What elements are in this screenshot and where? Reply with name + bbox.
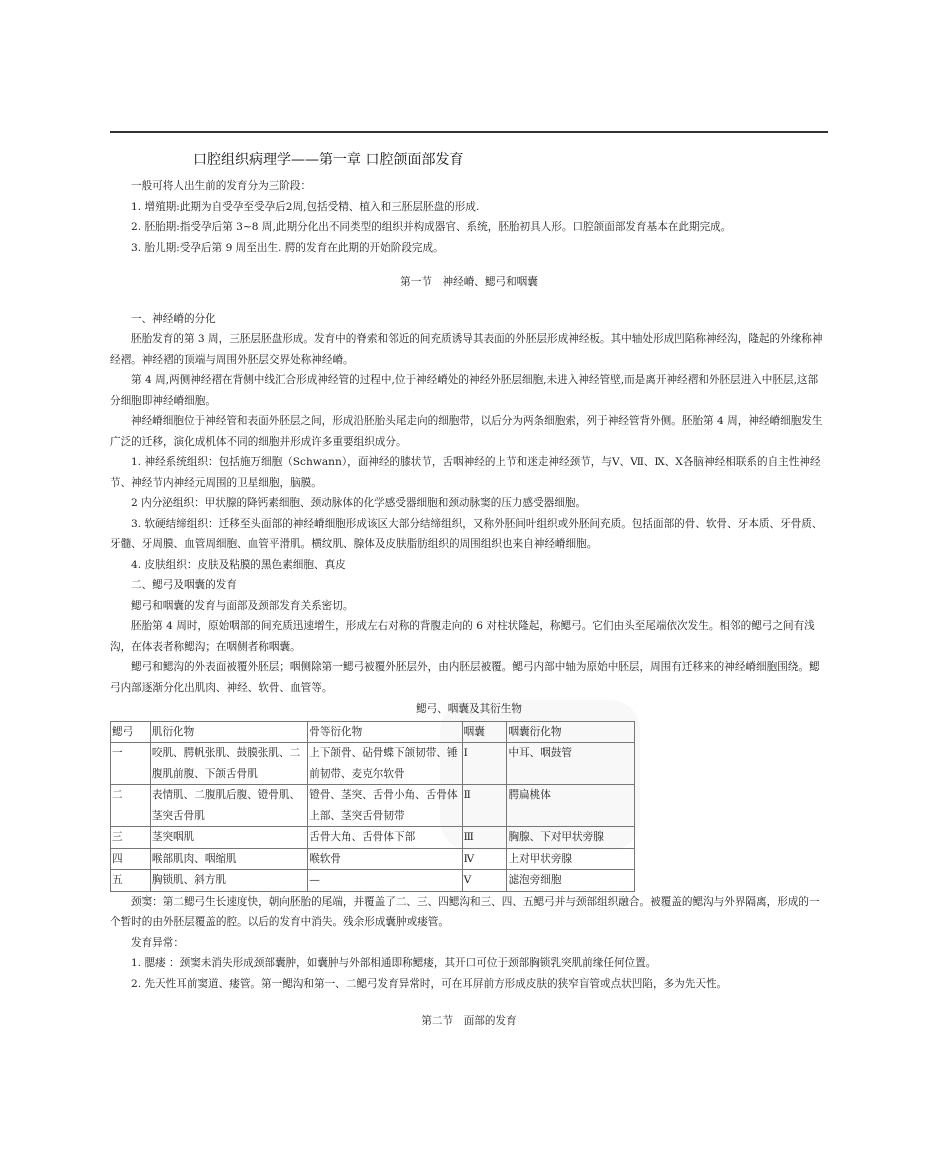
table-cell: 喉部肌肉、咽缩肌 (150, 848, 307, 870)
paragraph: 胚胎第 4 周时，原始咽部的间充质迅速增生，形成左右对称的背腹走向的 6 对柱状隆起，称鳃弓。它们由头至尾端依次发生。相邻的鳃弓之间有浅沟，在体表者称鳃沟；在咽侧者称咽囊。 (110, 620, 815, 653)
table-header-cell: 咽囊衍化物 (507, 721, 635, 743)
table-cell: 上下颌骨、砧骨蝶下颌韧带、锤前韧带、麦克尔软骨 (308, 743, 462, 785)
table-row (111, 743, 635, 785)
table-cell: — (308, 870, 462, 892)
table-cell: 胸腺、下对甲状旁腺 (507, 827, 635, 849)
paragraph: 3. 软硬结缔组织：迁移至头面部的神经嵴细胞形成该区大部分结缔组织，又称外胚间叶组织或外胚间充质。包括面部的骨、软骨、牙本质、牙骨质、牙髓、牙周膜、血管周细胞、血管平滑肌。横纹肌、腺体及皮肤脂肪组织的周围组织也来自神经嵴细胞。 (110, 517, 823, 550)
table-cell: 中耳、咽鼓管 (507, 743, 635, 785)
table-cell: 喉软骨 (308, 848, 462, 870)
section-heading-2: 第二节 面部的发育 (421, 1015, 517, 1027)
paragraph: 胚胎发育的第 3 周，三胚层胚盘形成。发育中的脊索和邻近的间充质诱导其表面的外胚层形成神经板。其中轴处形成凹陷称神经沟，隆起的外缘称神经褶。神经褶的顶端与周围外胚层交界处称神经嵴。 (110, 333, 823, 366)
table-cell: Ⅲ (462, 827, 507, 849)
table-cell: 三 (111, 827, 151, 849)
paragraph: 1. 腮瘘 ：颈窦未消失形成颈部囊肿，如囊肿与外部相通即称鳃瘘，其开口可位于颈部胸锁乳突肌前缘任何位置。 (131, 957, 657, 969)
table-cell: 茎突咽肌 (150, 827, 307, 849)
intro-line: 2. 胚胎期:指受孕后第 3~8 周,此期分化出不同类型的组织并构成器官、系统，胚胎初具人形。口腔颌面部发育基本在此期完成。 (131, 221, 732, 233)
subheading: 一、神经嵴的分化 (131, 312, 216, 325)
paragraph: 4. 皮肤组织：皮肤及粘膜的黑色素细胞、真皮 (131, 558, 346, 571)
paragraph: 鳃弓和鳃沟的外表面被覆外胚层；咽侧除第一鳃弓被覆外胚层外，由内胚层被覆。鳃弓内部中轴为原始中胚层，周围有迁移来的神经嵴细胞围绕。鳃弓内部逐渐分化出肌肉、神经、软骨、血管等。 (110, 661, 820, 694)
table-header-cell: 咽囊 (462, 721, 507, 743)
subheading: 二、鳃弓及咽囊的发育 (131, 579, 237, 591)
paragraph: 2 内分泌组织：甲状腺的降钙素细胞、颈动脉体的化学感受器细胞和颈动脉窦的压力感受器细胞。 (131, 497, 587, 509)
table-cell: Ⅱ (462, 785, 507, 827)
table-row (111, 870, 635, 892)
paragraph: 鳃弓和咽囊的发育与面部及颈部发育关系密切。 (131, 599, 354, 612)
paragraph: 2. 先天性耳前窦道、瘘管。第一鳃沟和第一、二鳃弓发育异常时，可在耳屏前方形成皮肤的狭窄盲管或点状凹陷，多为先天性。 (131, 977, 728, 990)
table-cell: 胸锁肌、斜方肌 (150, 870, 307, 892)
table-cell: 滤泡旁细胞 (507, 870, 635, 892)
table-cell: 舌骨大角、舌骨体下部 (308, 827, 462, 849)
table-header-cell: 骨等衍化物 (308, 721, 462, 743)
page-title: 口腔组织病理学——第一章 口腔颌面部发育 (193, 152, 464, 168)
table-row (111, 827, 635, 849)
table-cell: 表情肌、二腹肌后腹、镫骨肌、茎突舌骨肌 (150, 785, 307, 827)
table-cell: 五 (111, 870, 151, 892)
table-caption: 鳃弓、咽囊及其衍生物 (416, 703, 522, 715)
table-row (111, 785, 635, 827)
table-cell: 镫骨、茎突、舌骨小角、舌骨体上部、茎突舌骨韧带 (308, 785, 462, 827)
arch-derivatives-table (110, 721, 635, 892)
table-cell: 咬肌、腭帆张肌、鼓膜张肌、二腹肌前腹、下颌舌骨肌 (150, 743, 307, 785)
table-row (111, 848, 635, 870)
intro-line: 一般可将人出生前的发育分为三阶段： (131, 180, 312, 192)
table-cell: Ⅴ (462, 870, 507, 892)
table-cell: 腭扁桃体 (507, 785, 635, 827)
table-header-row (111, 721, 635, 743)
subheading: 发育异常： (131, 936, 184, 949)
paragraph: 神经嵴细胞位于神经管和表面外胚层之间，形成沿胚胎头尾走向的细胞带，以后分为两条细胞索，列于神经管背外侧。胚胎第 4 周，神经嵴细胞发生广泛的迁移，演化成机体不同的细胞并形成许多重要组织成分。 (110, 415, 823, 448)
paragraph: 1. 神经系统组织：包括施万细胞（Schwann），面神经的膝状节，舌咽神经的上节和迷走神经颈节，与Ⅴ、Ⅶ、Ⅸ、Ⅹ各脑神经相联系的自主性神经节、神经节内神经元周围的卫星细胞，脑膜。 (110, 456, 821, 489)
paragraph: 颈窦：第二鳃弓生长速度快，朝向胚胎的尾端，并覆盖了二、三、四鳃沟和三、四、五鳃弓并与颈部组织融合。被覆盖的鳃沟与外界隔离，形成的一个暂时的由外胚层覆盖的腔。以后的发育中消失。残余形成囊肿或瘘管。 (110, 895, 820, 928)
table-cell: 上对甲状旁腺 (507, 848, 635, 870)
paragraph: 第 4 周,两侧神经褶在背侧中线汇合形成神经管的过程中,位于神经嵴处的神经外胚层细胞,未进入神经管壁,而是离开神经褶和外胚层进入中胚层,这部分细胞即神经嵴细胞。 (110, 374, 819, 407)
document-body (110, 150, 828, 1032)
table-cell: 四 (111, 848, 151, 870)
header-rule (110, 131, 828, 133)
intro-line: 1. 增殖期:此期为自受孕至受孕后2周,包括受精、植入和三胚层胚盘的形成. (131, 200, 480, 213)
table-cell: 一 (111, 743, 151, 785)
intro-line: 3. 胎儿期:受孕后第 9 周至出生. 腭的发育在此期的开始阶段完成。 (131, 241, 444, 254)
section-heading-1: 第一节 神经嵴、鳃弓和咽囊 (400, 276, 538, 288)
table-header-cell: 肌衍化物 (150, 721, 307, 743)
table-cell: 二 (111, 785, 151, 827)
table-header-cell: 鳃弓 (111, 721, 151, 743)
table-cell: Ⅰ (462, 743, 507, 785)
table-cell: Ⅳ (462, 848, 507, 870)
